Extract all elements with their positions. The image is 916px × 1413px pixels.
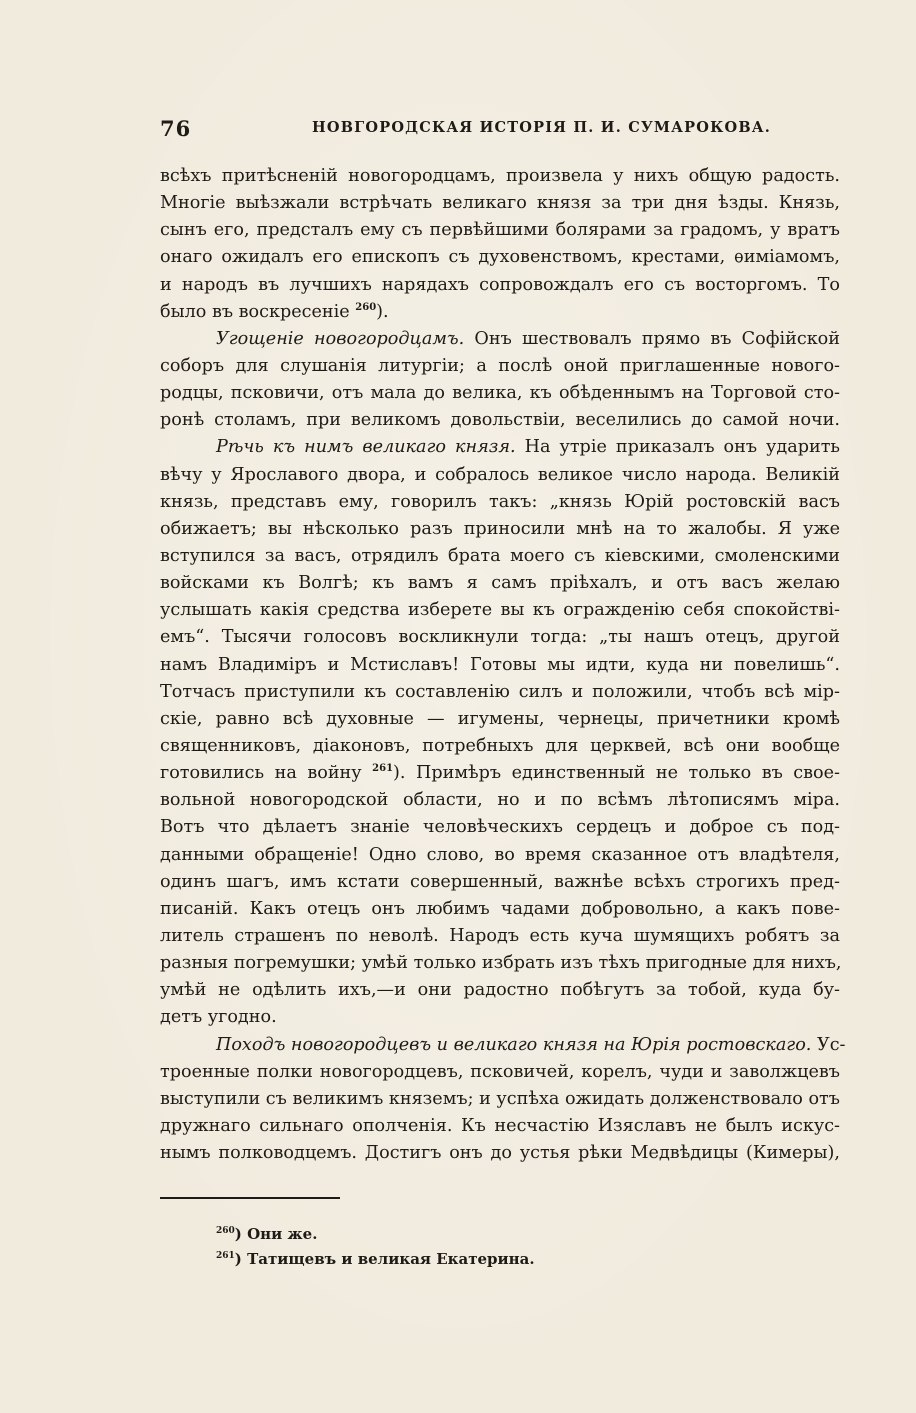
text-line: онаго ожидалъ его епископъ съ духовенствомъ, крестами, ѳиміамомъ, (160, 247, 840, 268)
footnote-text: ) Они же. (234, 1225, 318, 1243)
text-line: умѣй не одѣлить ихъ,—и они радостно побѣгутъ за тобой, куда бу- (160, 980, 840, 1001)
text-line: данными обращеніе! Одно слово, во время сказанное отъ владѣтеля, (160, 844, 840, 865)
side-heading: Угощеніе новогородцамъ. (216, 328, 465, 349)
text-line: ронѣ столамъ, при великомъ довольствіи, веселились до самой ночи. (160, 410, 840, 431)
running-head: НОВГОРОДСКАЯ ИСТОРІЯ П. И. СУМАРОКОВА. (312, 119, 772, 136)
text-line: одинъ шагъ, имъ кстати совершенный, важнѣе всѣхъ строгихъ пред- (160, 871, 840, 892)
text-line: соборъ для слушанія литургіи; а послѣ оной приглашенные нового- (160, 355, 840, 376)
text-line: вступился за васъ, отрядилъ брата моего съ кіевскими, смоленскими (160, 545, 840, 566)
text-line: услышать какія средства изберете вы къ огражденію себя спокойстві- (160, 600, 840, 621)
side-heading: Походъ новогородцевъ и великаго князя на Юрія ростовскаго. (216, 1034, 812, 1055)
side-heading: Рѣчь къ нимъ великаго князя. (216, 437, 516, 458)
text-line: дружнаго сильнаго ополченія. Къ несчастію Изяславъ не былъ искус- (160, 1115, 840, 1136)
text-line: князь, представъ ему, говорилъ такъ: „князь Юрій ростовскій васъ (160, 491, 840, 512)
text-line: было въ воскресеніе $^{260}$). (160, 301, 389, 322)
text-line: намъ Владиміръ и Мстиславъ! Готовы мы идти, куда ни повелишь“. (160, 654, 840, 675)
body-text (160, 163, 846, 1167)
text-line: всѣхъ притѣсненій новогородцамъ, произвела у нихъ общую радость. (160, 166, 840, 186)
footnote-ref: 261 (372, 763, 394, 775)
text-line: Тотчасъ приступили къ составленію силъ и положили, чтобъ всѣ мір- (160, 681, 840, 702)
text-line: нымъ полководцемъ. Достигъ онъ до устья рѣки Медвѣдицы (Кимеры), (160, 1143, 840, 1164)
text-line: Рѣчь къ нимъ великаго князя. На утріе приказалъ онъ ударить (216, 437, 841, 458)
footnote (216, 1247, 716, 1272)
footnote-mark: 261 (216, 1251, 235, 1261)
text-line: разныя погремушки; умѣй только избрать изъ тѣхъ пригодные для нихъ, (160, 953, 842, 974)
text-line: священниковъ, діаконовъ, потребныхъ для церквей, всѣ они вообще (160, 735, 840, 756)
text-line: Походъ новогородцевъ и великаго князя на Юрія ростовскаго. Ус- (216, 1034, 846, 1055)
footnote-ref: 260 (355, 301, 377, 313)
text-line: писаній. Какъ отецъ онъ любимъ чадами добровольно, а какъ пове- (160, 898, 840, 919)
text-line: родцы, псковичи, отъ мала до велика, къ обѣденнымъ на Торговой сто- (160, 383, 840, 404)
text-line: литель страшенъ по неволѣ. Народъ есть куча шумящихъ робятъ за (160, 925, 840, 946)
text-line: готовились на войну $^{261}$). Примѣръ единственный не только въ свое- (160, 763, 841, 784)
page-header (160, 116, 840, 140)
text-line: войсками къ Волгѣ; къ вамъ я самъ пріѣхалъ, и отъ васъ желаю (160, 573, 840, 594)
text-line: емъ“. Тысячи голосовъ воскликнули тогда: „ты нашъ отецъ, другой (160, 627, 840, 648)
text-line: вѣчу у Ярославого двора, и собралось великое число народа. Великій (160, 464, 840, 485)
page-number: 76 (160, 116, 192, 141)
footnote-mark: 260 (216, 1226, 235, 1236)
text-line: Многіе выѣзжали встрѣчать великаго князя за три дня ѣзды. Князь, (160, 193, 840, 214)
text-line: детъ угодно. (160, 1007, 277, 1028)
text-line: и народъ въ лучшихъ нарядахъ сопровождалъ его съ восторгомъ. То (160, 274, 840, 295)
footnotes (216, 1222, 716, 1272)
text-line: обижаетъ; вы нѣсколько разъ приносили мнѣ на то жалобы. Я уже (160, 518, 840, 539)
text-line: скіе, равно всѣ духовные — игумены, чернецы, причетники кромѣ (160, 708, 840, 729)
footnote-text: ) Татищевъ и великая Екатерина. (234, 1250, 535, 1268)
text-line: вольной новогородской области, но и по всѣмъ лѣтописямъ міра. (160, 790, 840, 811)
text-line: троенные полки новогородцевъ, псковичей, корелъ, чуди и заволжцевъ (160, 1061, 840, 1082)
text-line: сынъ его, предсталъ ему съ первѣйшими болярами за градомъ, у вратъ (160, 220, 840, 241)
text-line: выступили съ великимъ княземъ; и успѣха ожидать долженствовало отъ (160, 1088, 840, 1109)
text-line: Вотъ что дѣлаетъ знаніе человѣческихъ сердецъ и доброе съ под- (160, 817, 840, 838)
text-line: Угощеніе новогородцамъ. Онъ шествовалъ прямо въ Софійской (216, 328, 841, 349)
footnote (216, 1222, 716, 1247)
footnote-divider (160, 1197, 340, 1199)
